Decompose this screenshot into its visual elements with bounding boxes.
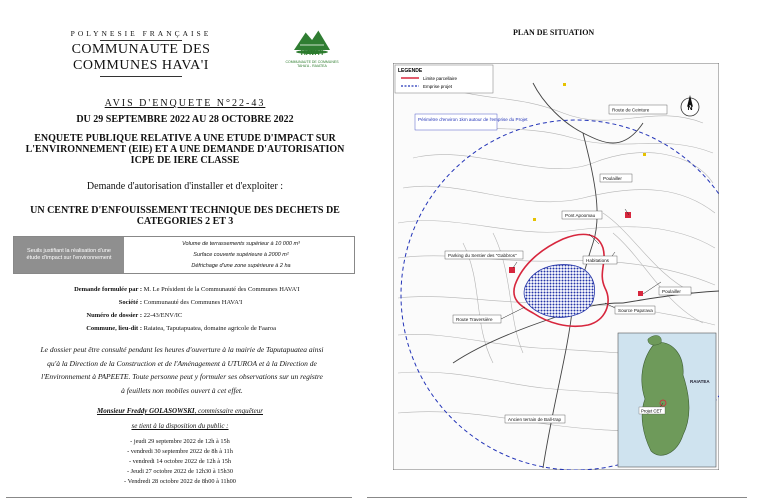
- situation-map: [393, 63, 719, 470]
- detail-row: [10, 296, 352, 309]
- label-pont: Pont Apoomau: [565, 213, 596, 218]
- demande-details: [10, 283, 352, 335]
- region-name: POLYNESIE FRANÇAISE: [70, 29, 212, 38]
- seuils-label: [14, 237, 124, 273]
- map-legend: [395, 65, 493, 93]
- permanence-item: - vendredi 14 octobre 2022 de 12h à 15h: [128, 458, 232, 465]
- label-poulailler-1: Poulailler: [603, 176, 622, 181]
- title-rule-top: [100, 40, 182, 41]
- permanence-item: - vendredi 30 septembre 2022 de 8h à 11h: [127, 448, 233, 455]
- permanence-list: [10, 437, 350, 487]
- detail-key: Demande formulée par :: [74, 286, 142, 293]
- commune-title: [10, 42, 272, 74]
- detail-key: Numéro de dossier :: [86, 312, 142, 319]
- seuils-item: Volume de terrassements supérieur à 10 000 m³: [182, 241, 300, 247]
- inset-raiatea-label: RAIATEA: [690, 379, 710, 384]
- legend-title: LEGENDE: [398, 68, 423, 74]
- enquete-line: ICPE DE IERE CLASSE: [130, 155, 240, 166]
- paragraph-line: Le dossier peut être consulté pendant les heures d'ouverture à la mairie de Taputapuatea ainsi: [40, 345, 324, 354]
- enquete-line: L'ENVIRONNEMENT (EIE) ET A UNE DEMANDE D'AUTORISATION: [25, 144, 345, 155]
- seuils-item: Surface couverte supérieure à 2000 m²: [193, 252, 289, 258]
- enquete-heading: [15, 133, 355, 166]
- label-poulailler-2: Poulailler: [662, 289, 681, 294]
- seuils-items: [128, 239, 354, 272]
- permanence-item: - jeudi 29 septembre 2022 de 12h à 15h: [130, 438, 230, 445]
- avis-title: AVIS D'ENQUETE N°22-43: [104, 98, 266, 109]
- paragraph-line: qu'à la Direction de la Construction et de l'Aménagement à UTUROA et à la Direction de: [47, 358, 317, 368]
- enquete-line: ENQUETE PUBLIQUE RELATIVE A UNE ETUDE D'IMPACT SUR: [34, 133, 336, 144]
- commissaire-role: , commissaire enquêteur: [194, 407, 263, 415]
- disposition-line: se tient à la disposition du public :: [131, 422, 229, 430]
- north-label: N: [687, 105, 693, 112]
- island-inset: [618, 333, 716, 467]
- demande-text: Demande d'autorisation d'installer et d'exploiter :: [86, 181, 284, 192]
- commissaire-name: Monsieur Freddy GOLASOWSKI: [96, 407, 195, 415]
- seuils-label-line: Seuils justifiant la réalisation d'une: [27, 248, 111, 254]
- centre-line: CATEGORIES 2 ET 3: [136, 216, 234, 227]
- legend-emprise: Emprise projet: [423, 84, 453, 89]
- label-perimetre: Périmètre d'environ 1km autour de l'emprise du Projet: [418, 117, 528, 122]
- title-rule-bottom: [100, 76, 182, 77]
- legend-limite: Limite parcellaire: [423, 76, 458, 81]
- bottom-divider: [6, 497, 352, 498]
- detail-value: M. Le Président de la Communauté des Communes HAVA'I: [143, 286, 300, 293]
- detail-value: Raiatea, Taputapuatea, domaine agricole de Faaroa: [143, 325, 277, 332]
- commune-title-line2: COMMUNES HAVA'I: [73, 58, 209, 73]
- label-source: Source Papa'ava: [618, 308, 653, 313]
- detail-value: Communauté des Communes HAVA'I: [143, 299, 243, 306]
- label-route-ceinture: Route de Ceinture: [612, 107, 650, 113]
- detail-row: [10, 309, 352, 322]
- avis-dates: DU 29 SEPTEMBRE 2022 AU 28 OCTOBRE 2022: [76, 114, 294, 125]
- label-parking: Parking du Sentier des "Gabbros": [448, 253, 517, 258]
- label-ancien-terrain: Ancien terrain de Ball-trap: [508, 417, 562, 422]
- detail-key: Commune, lieu-dit :: [86, 325, 142, 332]
- plan-bottom-divider: [367, 497, 747, 498]
- detail-row: [10, 322, 352, 335]
- centre-heading: [15, 205, 355, 227]
- paragraph-line: à feuillets non mobiles ouvert à cet effet.: [121, 385, 243, 395]
- plan-title: PLAN DE SITUATION: [513, 28, 595, 37]
- logo-subtext: COMMUNAUTE DE COMMUNES TAHA'A - RAIATEA: [285, 60, 339, 68]
- inset-projet-label: Projet CET: [641, 408, 663, 414]
- plan-panel: [365, 0, 759, 503]
- consultation-paragraph: [8, 343, 356, 397]
- detail-value: 22-43/ENV/IC: [143, 312, 183, 319]
- detail-row: [10, 283, 352, 296]
- commune-title-line1: COMMUNAUTE DES: [71, 42, 211, 57]
- label-habitations: Habitations: [586, 258, 609, 263]
- seuils-label-line: étude d'impact sur l'environnement: [26, 255, 112, 261]
- paragraph-line: l'Environnement à PAPEETE. Toute personne peut y formuler ses observations sur un registre: [41, 372, 323, 381]
- logo-text: HAVA'I: [300, 50, 324, 57]
- label-route-traversiere: Route Traversière: [456, 317, 493, 322]
- seuils-box: [13, 236, 355, 274]
- avis-panel: [0, 0, 358, 503]
- permanence-item: - Vendredi 28 octobre 2022 de 8h00 à 11h00: [124, 478, 236, 485]
- permanence-item: - Jeudi 27 octobre 2022 de 12h30 à 15h30: [127, 468, 233, 475]
- commissaire-line: [10, 407, 350, 415]
- centre-line: UN CENTRE D'ENFOUISSEMENT TECHNIQUE DES DECHETS DE: [30, 205, 340, 216]
- seuils-item: Défrichage d'une zone supérieure à 2 ha: [191, 263, 291, 269]
- detail-key: Société :: [118, 299, 142, 306]
